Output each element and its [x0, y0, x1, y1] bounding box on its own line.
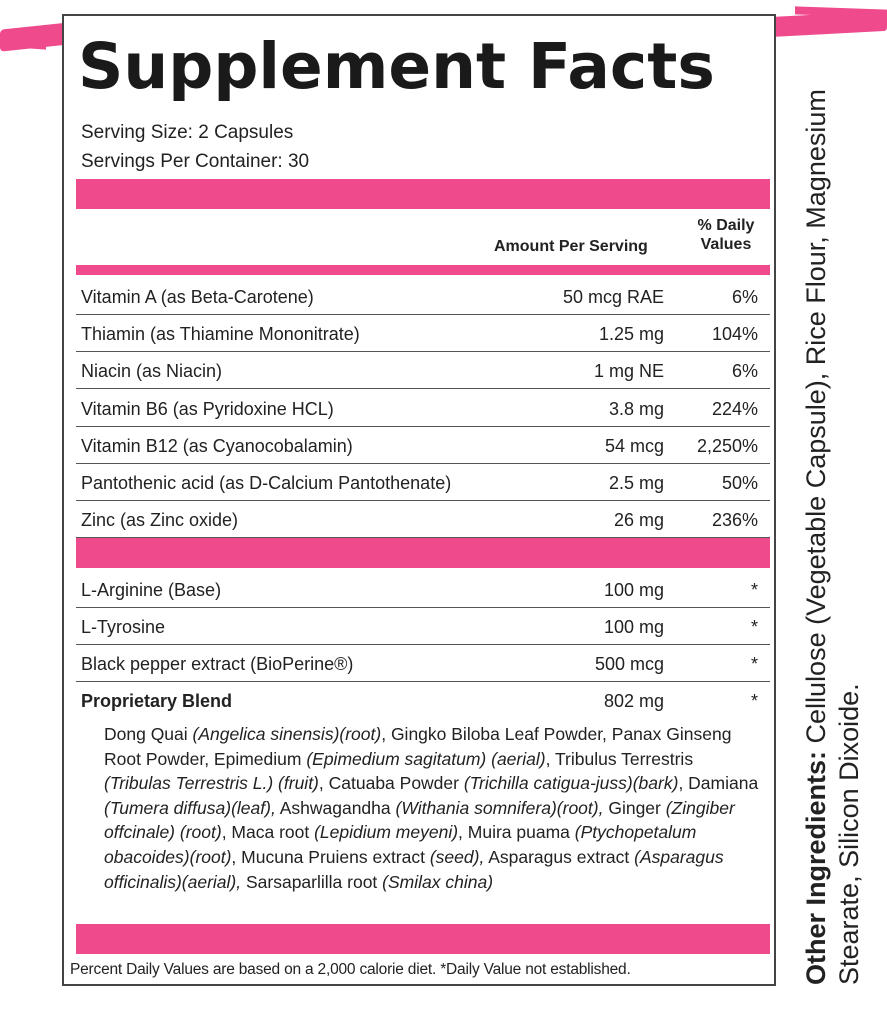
page-title: Supplement Facts	[78, 30, 715, 103]
blend-segment: , Gingko Biloba Leaf Powder, Panax Ginseng Root Powder, Epimedium	[104, 724, 732, 769]
other-ingredients-text: Cellulose (Vegetable Capsule), Rice Flour, Magnesium Stearate, Silicon Dixoide.	[801, 89, 864, 985]
amount-value: 54 mcg	[604, 435, 664, 456]
amount-value: 1 mg NE	[593, 361, 664, 382]
nutrient-name: Proprietary Blend	[81, 691, 233, 711]
blend-segment: (Asparagus officinalis)(aerial),	[104, 846, 724, 892]
table-row	[76, 427, 770, 464]
daily-value: *	[750, 654, 758, 674]
servings-per-container: Servings Per Container: 30	[81, 151, 310, 172]
daily-value: 6%	[731, 361, 758, 382]
nutrient-name: Vitamin B6 (as Pyridoxine HCL)	[81, 398, 334, 419]
blend-segment: Ashwagandha	[275, 797, 396, 818]
nutrient-name: L-Arginine (Base)	[81, 580, 222, 600]
daily-value-header	[686, 216, 766, 254]
nutrient-name: Black pepper extract (BioPerine®)	[81, 654, 354, 674]
other-ingredients	[800, 25, 866, 985]
blend-segment: , Catuaba Powder	[318, 773, 464, 794]
amount-value: 2.5 mg	[608, 473, 664, 493]
daily-value-header-line: Values	[700, 236, 752, 253]
daily-value: 50%	[721, 473, 758, 493]
daily-value: *	[750, 691, 758, 711]
daily-value-header-line: % Daily	[697, 217, 755, 234]
footnote: Percent Daily Values are based on a 2,000 calorie diet. *Daily Value not established.	[70, 961, 631, 978]
accent-bar	[76, 924, 770, 954]
amount-value: 1.25 mg	[598, 324, 664, 345]
daily-value: 6%	[731, 287, 758, 307]
table-row	[76, 464, 770, 501]
blend-segment: (Lepidium meyeni)	[314, 822, 459, 843]
amount-value: 50 mcg RAE	[562, 287, 664, 307]
blend-segment: , Muira puama	[458, 822, 575, 843]
other-ingredients-label: Other Ingredients:	[801, 750, 831, 985]
table-row	[76, 571, 770, 608]
blend-segment: Asparagus extract	[484, 846, 635, 867]
table-row	[76, 645, 770, 682]
blend-segment: Ginger	[603, 797, 666, 818]
blend-segment: (Tribulas Terrestris L.) (fruit)	[104, 773, 319, 794]
accent-bar	[76, 179, 770, 209]
amount-value: 802 mg	[603, 691, 664, 711]
daily-value: 104%	[711, 324, 758, 345]
amount-header: Amount Per Serving	[494, 238, 648, 255]
brush-stroke-left	[0, 22, 70, 51]
amount-value: 100 mg	[603, 580, 664, 600]
daily-value: 2,250%	[696, 435, 758, 456]
accent-bar	[76, 538, 770, 568]
blend-segment: (Angelica sinensis)(root)	[192, 724, 382, 744]
nutrient-name: Thiamin (as Thiamine Mononitrate)	[81, 324, 360, 345]
daily-value: *	[750, 580, 758, 600]
amount-value: 500 mcg	[594, 654, 664, 674]
daily-value: 236%	[711, 510, 758, 531]
nutrient-name: L-Tyrosine	[81, 617, 166, 637]
accent-divider	[76, 265, 770, 275]
daily-value: 224%	[711, 398, 758, 419]
blend-segment: (Tumera diffusa)(leaf),	[104, 797, 276, 818]
blend-segment: , Tribulus Terrestris	[545, 748, 694, 769]
table-row	[76, 390, 770, 427]
blend-segment: Sarsaparlilla root	[241, 871, 383, 892]
supplement-facts-panel	[62, 14, 776, 986]
table-row	[76, 352, 770, 389]
blend-segment: , Damiana	[678, 773, 759, 794]
blend-segment: (Withania somnifera)(root),	[395, 797, 604, 818]
blend-segment: (Epimedium sagitatum) (aerial)	[306, 748, 546, 769]
blend-segment: (Ptychopetalum obacoides)(root)	[104, 822, 697, 867]
amount-value: 26 mg	[613, 510, 664, 531]
blend-segment: (seed),	[429, 846, 485, 867]
table-row	[76, 315, 770, 352]
nutrient-name: Zinc (as Zinc oxide)	[81, 510, 239, 531]
nutrient-name: Vitamin B12 (as Cyanocobalamin)	[81, 435, 353, 456]
table-row	[76, 278, 770, 315]
table-row	[76, 682, 770, 719]
proprietary-blend-description	[104, 722, 764, 894]
amount-value: 100 mg	[603, 617, 664, 637]
blend-segment: , Mucuna Pruiens extract	[231, 846, 430, 867]
serving-size: Serving Size: 2 Capsules	[81, 122, 294, 143]
blend-segment: Dong Quai	[104, 724, 193, 744]
nutrient-name: Pantothenic acid (as D-Calcium Pantothenate)	[81, 473, 452, 493]
nutrient-name: Niacin (as Niacin)	[81, 361, 223, 382]
blend-segment: (Zingiber offcinale) (root)	[104, 797, 735, 843]
daily-value: *	[750, 617, 758, 637]
nutrient-name: Vitamin A (as Beta-Carotene)	[81, 287, 314, 307]
table-row	[76, 501, 770, 538]
table-row	[76, 608, 770, 645]
blend-segment: , Maca root	[221, 822, 315, 843]
blend-segment: (Trichilla catigua-juss)(bark)	[463, 773, 679, 794]
amount-value: 3.8 mg	[608, 398, 664, 419]
blend-segment: (Smilax china)	[382, 871, 494, 892]
